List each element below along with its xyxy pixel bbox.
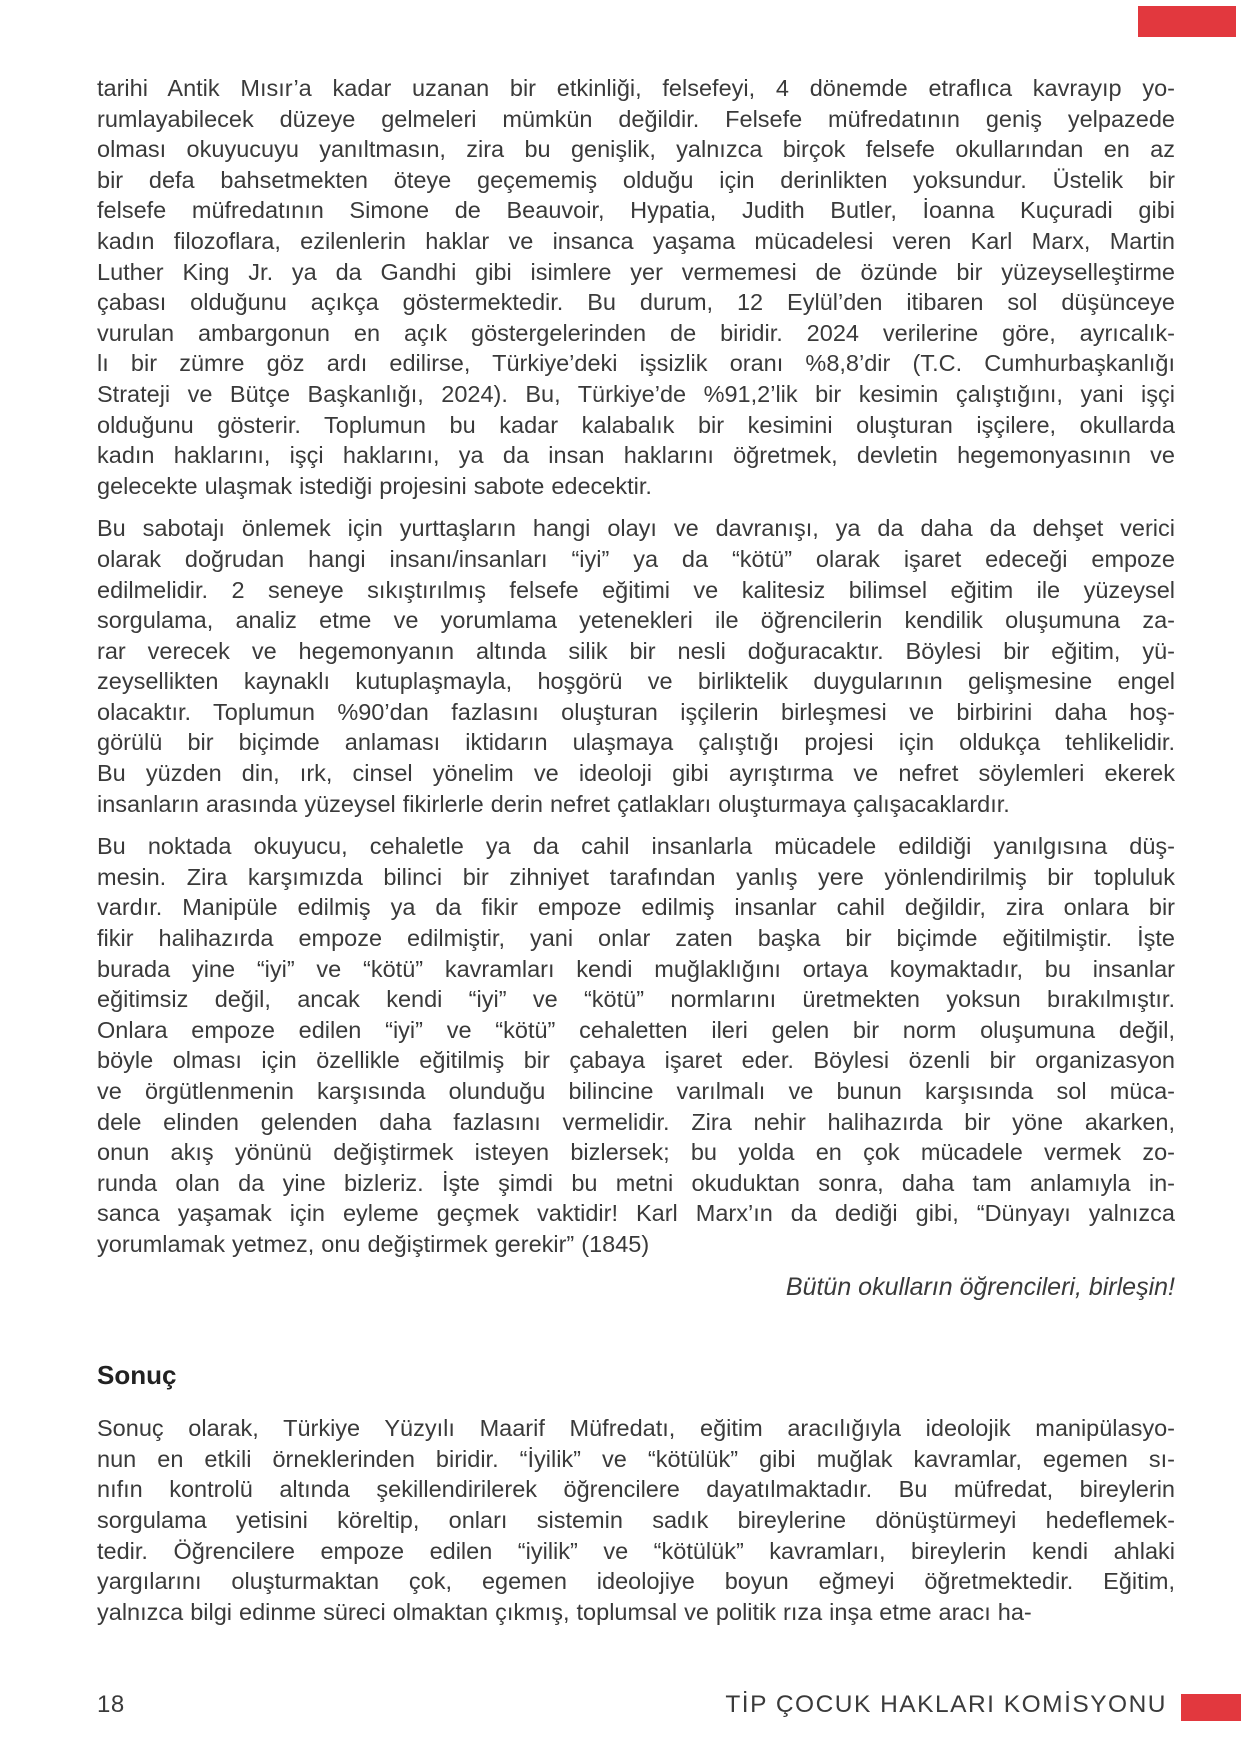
text-line: nıfın kontrolü altında şekillendirilerek öğrencilere dayatılmaktadır. Bu müfredat, bireylerin xyxy=(97,1476,1175,1503)
text-line: Luther King Jr. ya da Gandhi gibi isimlere yer vermemesi de özünde bir yüzeyselleştirme xyxy=(97,258,1175,285)
page-body xyxy=(97,73,1175,1627)
red-corner-tab-bottom xyxy=(1181,1694,1241,1721)
text-line: yorumlamak yetmez, onu değiştirmek gerekir” (1845) xyxy=(97,1230,650,1257)
text-line: ve örgütlenmenin karşısında olunduğu bilincine varılmalı ve bunun karşısında sol müca- xyxy=(97,1078,1175,1104)
text-line: Strateji ve Bütçe Başkanlığı, 2024). Bu, Türkiye’de %91,2’lik bir kesimin çalıştığını, yani işçi xyxy=(97,380,1175,407)
text-line: Onlara empoze edilen “iyi” ve “kötü” cehaletten ileri gelen bir norm oluşumuna değil, xyxy=(97,1016,1175,1043)
text-line: fikir halihazırda empoze edilmiştir, yani onlar zaten başka bir biçimde eğitilmiştir. İşte xyxy=(97,925,1175,952)
page-footer xyxy=(97,1691,1167,1719)
text-line: sanca yaşamak için eyleme geçmek vaktidir! Karl Marx’ın da dediği gibi, “Dünyayı yalnızca xyxy=(97,1200,1175,1227)
text-line: sorgulama, analiz etme ve yorumlama yetenekleri ile öğrencilerin kendilik oluşumuna za- xyxy=(97,607,1175,634)
footer-organization: TİP ÇOCUK HAKLARI KOMİSYONU xyxy=(725,1691,1167,1718)
text-line: yargılarını oluşturmaktan çok, egemen ideolojiye boyun eğmeyi öğretmektedir. Eğitim, xyxy=(97,1568,1175,1595)
text-line: nun en etkili örneklerinden biridir. “İyilik” ve “kötülük” gibi muğlak kavramlar, egemen sı- xyxy=(97,1445,1175,1472)
text-line: Bu noktada okuyucu, cehaletle ya da cahil insanlarla mücadele edildiği yanılgısına düş- xyxy=(97,833,1175,860)
text-line: felsefe müfredatının Simone de Beauvoir, Hypatia, Judith Butler, İoanna Kuçuradi gibi xyxy=(97,197,1175,224)
text-line: Sonuç olarak, Türkiye Yüzyılı Maarif Müfredatı, eğitim aracılığıyla ideolojik manipülasyo- xyxy=(97,1415,1175,1442)
text-line: vardır. Manipüle edilmiş ya da fikir empoze edilmiş insanlar cahil değildir, zira onlara bir xyxy=(97,894,1175,921)
text-line: olacaktır. Toplumun %90’dan fazlasını oluşturan işçilerin birleşmesi ve birbirini daha hoş- xyxy=(97,698,1175,725)
text-line: tarihi Antik Mısır’a kadar uzanan bir etkinliği, felsefeyi, 4 dönemde etraflıca kavrayıp yo- xyxy=(97,75,1175,101)
text-line: sorgulama yetisini köreltip, onları sistemin sadık bireylerine dönüştürmeyi hedeflemek- xyxy=(97,1506,1175,1533)
text-line: kadın haklarını, işçi haklarını, ya da insan haklarını öğretmek, devletin hegemonyasının ve xyxy=(97,442,1175,469)
text-line: zeysellikten kaynaklı kutuplaşmayla, hoşgörü ve birliktelik duygularının gelişmesine engel xyxy=(97,668,1175,695)
text-line: kadın filozoflara, ezilenlerin haklar ve insanca yaşama mücadelesi veren Karl Marx, Martin xyxy=(97,227,1175,254)
text-line: mesin. Zira karşımızda bilinci bir zihniyet tarafından yanlış yere yönlendirilmiş bir topluluk xyxy=(97,863,1175,890)
text-line: olduğunu gösterir. Toplumun bu kadar kalabalık bir kesimini oluşturan işçilere, okullarda xyxy=(97,411,1175,438)
text-line: olması okuyucuyu yanıltmasın, zira bu genişlik, yalnızca birçok felsefe okullarından en az xyxy=(97,136,1175,163)
body-paragraph xyxy=(97,513,1175,819)
pull-quote: Bütün okulların öğrencileri, birleşin! xyxy=(785,1272,1175,1301)
body-paragraph xyxy=(97,831,1175,1259)
body-paragraph xyxy=(97,73,1175,501)
page-number: 18 xyxy=(97,1691,125,1718)
text-line: rar verecek ve hegemonyanın altında silik bir nesli doğuracaktır. Böylesi bir eğitim, yü- xyxy=(97,637,1175,664)
text-line: edilmelidir. 2 seneye sıkıştırılmış felsefe eğitimi ve kalitesiz bilimsel eğitim ile yüzeysel xyxy=(97,576,1175,603)
text-line: Bu sabotajı önlemek için yurttaşların hangi olayı ve davranışı, ya da daha da dehşet verici xyxy=(97,515,1175,542)
text-line: gelecekte ulaşmak istediği projesini sabote edecektir. xyxy=(97,472,652,499)
body-paragraph xyxy=(97,1413,1175,1627)
text-line: görülü bir biçimde anlaması iktidarın ulaşmaya çalıştığı projesi için oldukça tehlikelidir. xyxy=(97,729,1175,756)
text-line: çabası olduğunu açıkça göstermektedir. Bu durum, 12 Eylül’den itibaren sol düşünceye xyxy=(97,289,1175,316)
text-line: vurulan ambargonun en açık göstergelerinden de biridir. 2024 verilerine göre, ayrıcalık- xyxy=(97,319,1175,346)
text-line: dele elinden gelenden daha fazlasını vermelidir. Zira nehir halihazırda bir yöne akarken, xyxy=(97,1108,1175,1135)
text-line: bir defa bahsetmekten öteye geçememiş olduğu için derinlikten yoksundur. Üstelik bir xyxy=(97,166,1175,193)
text-line: lı bir zümre göz ardı edilirse, Türkiye’deki işsizlik oranı %8,8’dir (T.C. Cumhurbaşkanlığı xyxy=(97,350,1175,377)
text-line: yalnızca bilgi edinme süreci olmaktan çıkmış, toplumsal ve politik rıza inşa etme aracı ha- xyxy=(97,1598,1032,1625)
text-line: insanların arasında yüzeysel fikirlerle derin nefret çatlakları oluşturmaya çalışacaklardır. xyxy=(97,790,1010,817)
text-line: böyle olması için özellikle eğitilmiş bir çabaya işaret eder. Böylesi özenli bir organizasyon xyxy=(97,1047,1175,1074)
text-line: onun akış yönünü değiştirmek isteyen bizlersek; bu yolda en çok mücadele vermek zo- xyxy=(97,1139,1175,1166)
red-corner-tab-top xyxy=(1138,6,1236,37)
text-line: runda olan da yine bizleriz. İşte şimdi bu metni okuduktan sonra, daha tam anlamıyla in- xyxy=(97,1169,1175,1196)
text-line: olarak doğrudan hangi insanı/insanları “iyi” ya da “kötü” olarak işaret edeceği empoze xyxy=(97,545,1175,572)
text-line: tedir. Öğrencilere empoze edilen “iyilik” ve “kötülük” kavramları, bireylerin kendi ahlaki xyxy=(97,1537,1175,1564)
section-heading: Sonuç xyxy=(97,1360,177,1391)
text-line: Bu yüzden din, ırk, cinsel yönelim ve ideoloji gibi ayrıştırma ve nefret söylemleri ekerek xyxy=(97,760,1175,787)
text-line: rumlayabilecek düzeye gelmeleri mümkün değildir. Felsefe müfredatının geniş yelpazede xyxy=(97,105,1175,132)
text-line: burada yine “iyi” ve “kötü” kavramları kendi muğlaklığını ortaya koymaktadır, bu insanlar xyxy=(97,955,1175,982)
text-line: eğitimsiz değil, ancak kendi “iyi” ve “kötü” normlarını üretmekten yoksun bırakılmıştır. xyxy=(97,986,1175,1013)
